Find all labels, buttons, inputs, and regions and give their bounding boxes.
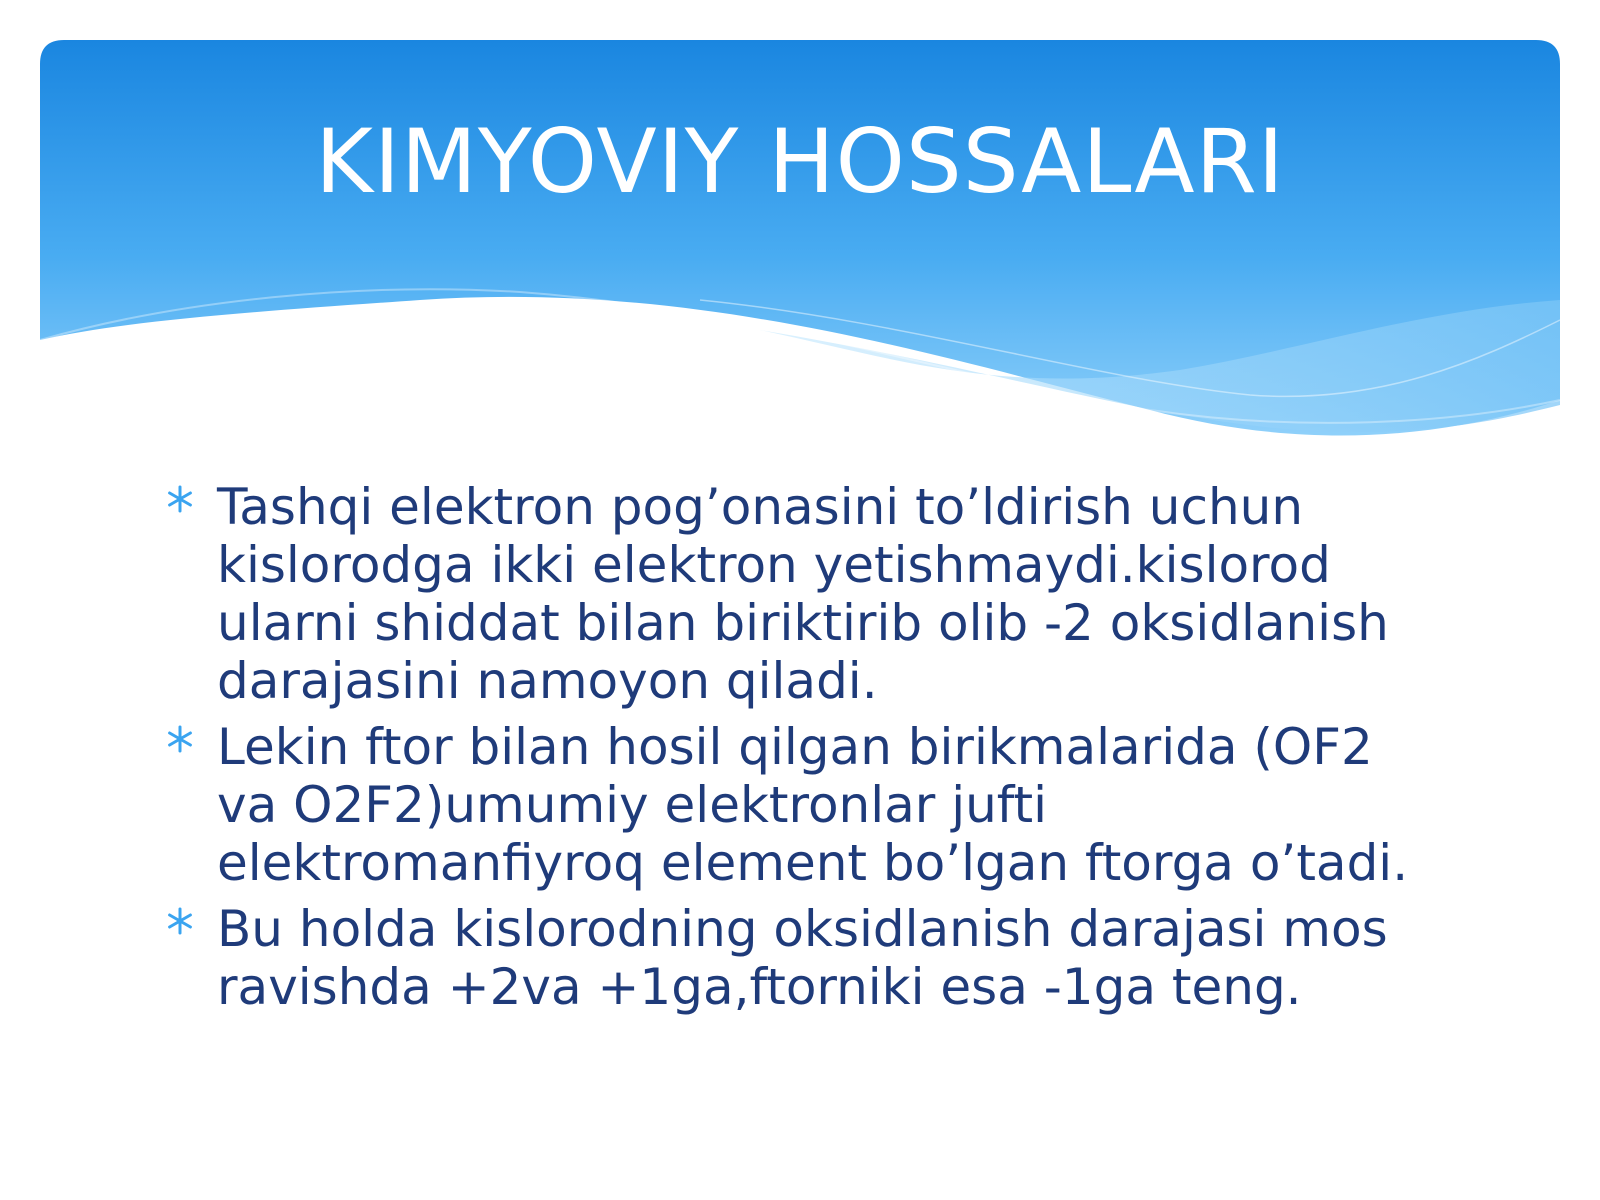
bullet-item bbox=[165, 900, 1435, 1016]
bullet-list bbox=[165, 478, 1435, 1024]
slide-title: KIMYOVIY HOSSALARI bbox=[315, 110, 1285, 213]
bullet-item bbox=[165, 478, 1435, 710]
bullet-text: Tashqi elektron pog’onasini to’ldirish uchun kislorodga ikki elektron yetishmaydi.kislorod ularni shiddat bilan biriktirib olib -2 oksidlanish darajasini namoyon qiladi. bbox=[217, 478, 1389, 710]
bullet-item bbox=[165, 718, 1435, 892]
asterisk-bullet-icon bbox=[165, 724, 195, 754]
bullet-text: Bu holda kislorodning oksidlanish darajasi mos ravishda +2va +1ga,ftorniki esa -1ga teng. bbox=[217, 900, 1388, 1016]
header-wave-background bbox=[0, 0, 1600, 460]
asterisk-bullet-icon bbox=[165, 906, 195, 936]
bullet-text: Lekin ftor bilan hosil qilgan birikmalarida (OF2 va O2F2)umumiy elektronlar jufti elektromanfiyroq element bo’lgan ftorga o’tadi. bbox=[217, 718, 1409, 892]
asterisk-bullet-icon bbox=[165, 484, 195, 514]
